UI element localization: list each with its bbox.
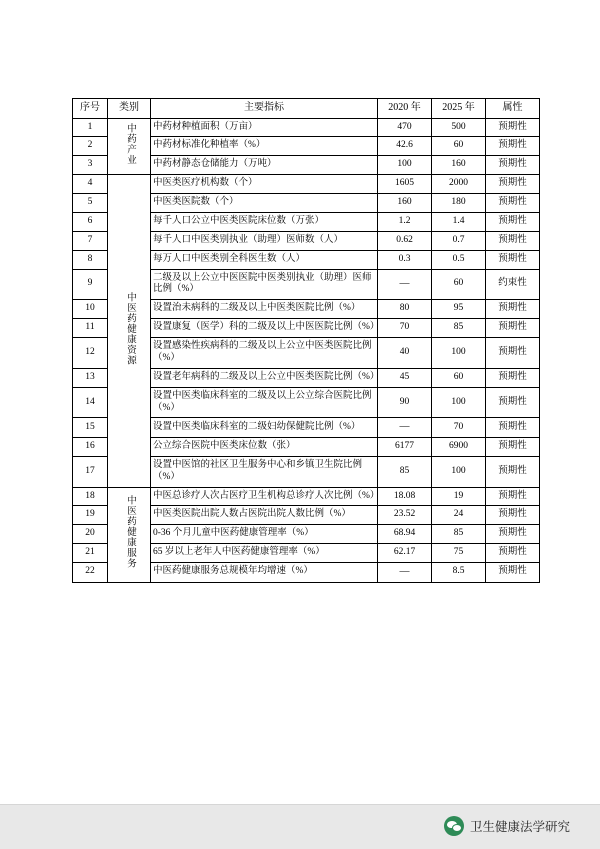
row-2020: 42.6 <box>378 137 432 156</box>
row-indicator: 0-36 个月儿童中医药健康管理率（%） <box>151 525 378 544</box>
table-header-row <box>73 99 540 119</box>
category-cell <box>108 175 151 487</box>
row-2020: 1.2 <box>378 212 432 231</box>
row-no: 22 <box>73 563 108 583</box>
row-2020: 45 <box>378 368 432 387</box>
row-indicator: 公立综合医院中医类床位数（张） <box>151 437 378 456</box>
row-attribute: 预期性 <box>486 525 540 544</box>
row-no: 20 <box>73 525 108 544</box>
row-no: 9 <box>73 269 108 300</box>
row-attribute: 预期性 <box>486 368 540 387</box>
row-attribute: 预期性 <box>486 418 540 438</box>
row-2020: 0.3 <box>378 250 432 269</box>
indicator-table <box>72 98 540 583</box>
row-indicator: 设置中医类临床科室的二级妇幼保健院比例（%） <box>151 418 378 438</box>
row-indicator: 每千人口公立中医类医院床位数（万张） <box>151 212 378 231</box>
row-2025: 60 <box>432 269 486 300</box>
row-2020: 40 <box>378 338 432 369</box>
row-2020: 100 <box>378 156 432 175</box>
row-indicator: 设置老年病科的二级及以上公立中医类医院比例（%） <box>151 368 378 387</box>
row-2025: 85 <box>432 319 486 338</box>
row-2020: 470 <box>378 118 432 137</box>
row-no: 11 <box>73 319 108 338</box>
table-row <box>73 487 540 506</box>
category-label: 中医药健康服务 <box>124 495 135 569</box>
row-attribute: 预期性 <box>486 456 540 487</box>
row-2025: 19 <box>432 487 486 506</box>
row-attribute: 预期性 <box>486 506 540 525</box>
row-attribute: 预期性 <box>486 300 540 319</box>
indicator-table-wrapper <box>72 98 528 583</box>
row-no: 17 <box>73 456 108 487</box>
row-no: 14 <box>73 387 108 418</box>
category-cell <box>108 487 151 582</box>
row-2025: 160 <box>432 156 486 175</box>
row-2025: 8.5 <box>432 563 486 583</box>
row-2025: 500 <box>432 118 486 137</box>
row-indicator: 设置感染性疾病科的二级及以上公立中医类医院比例（%） <box>151 338 378 369</box>
row-no: 1 <box>73 118 108 137</box>
header-attribute: 属性 <box>486 99 540 119</box>
row-2020: 160 <box>378 194 432 213</box>
category-label: 中药产业 <box>124 122 135 165</box>
row-no: 16 <box>73 437 108 456</box>
row-no: 4 <box>73 175 108 194</box>
row-indicator: 中药材种植面积（万亩） <box>151 118 378 137</box>
row-indicator: 每千人口中医类别执业（助理）医师数（人） <box>151 231 378 250</box>
row-indicator: 中药材标准化种植率（%） <box>151 137 378 156</box>
row-attribute: 预期性 <box>486 544 540 563</box>
row-attribute: 预期性 <box>486 563 540 583</box>
row-attribute: 预期性 <box>486 487 540 506</box>
row-no: 19 <box>73 506 108 525</box>
row-attribute: 预期性 <box>486 387 540 418</box>
row-indicator: 中医类医疗机构数（个） <box>151 175 378 194</box>
row-attribute: 预期性 <box>486 194 540 213</box>
row-indicator: 中医药健康服务总规模年均增速（%） <box>151 563 378 583</box>
row-no: 2 <box>73 137 108 156</box>
footer-bar <box>0 804 600 849</box>
row-no: 12 <box>73 338 108 369</box>
row-attribute: 预期性 <box>486 212 540 231</box>
row-2025: 95 <box>432 300 486 319</box>
header-category: 类别 <box>108 99 151 119</box>
row-indicator: 中医总诊疗人次占医疗卫生机构总诊疗人次比例（%） <box>151 487 378 506</box>
row-indicator: 设置治未病科的二级及以上中医类医院比例（%） <box>151 300 378 319</box>
row-2020: 18.08 <box>378 487 432 506</box>
row-no: 5 <box>73 194 108 213</box>
row-no: 3 <box>73 156 108 175</box>
row-attribute: 预期性 <box>486 319 540 338</box>
row-2025: 6900 <box>432 437 486 456</box>
row-2020: 90 <box>378 387 432 418</box>
row-no: 18 <box>73 487 108 506</box>
row-attribute: 预期性 <box>486 118 540 137</box>
row-no: 7 <box>73 231 108 250</box>
row-2020: 23.52 <box>378 506 432 525</box>
row-2020: 68.94 <box>378 525 432 544</box>
footer-account-name: 卫生健康法学研究 <box>469 820 570 834</box>
row-indicator: 二级及以上公立中医医院中医类别执业（助理）医师比例（%） <box>151 269 378 300</box>
footer-account[interactable] <box>444 816 570 836</box>
row-indicator: 每万人口中医类别全科医生数（人） <box>151 250 378 269</box>
row-2025: 180 <box>432 194 486 213</box>
row-attribute: 预期性 <box>486 437 540 456</box>
category-cell <box>108 118 151 175</box>
row-2020: 0.62 <box>378 231 432 250</box>
header-indicator: 主要指标 <box>151 99 378 119</box>
row-2020: — <box>378 563 432 583</box>
row-attribute: 预期性 <box>486 137 540 156</box>
row-2025: 0.5 <box>432 250 486 269</box>
header-year-2020: 2020 年 <box>378 99 432 119</box>
table-row <box>73 175 540 194</box>
header-no: 序号 <box>73 99 108 119</box>
row-no: 13 <box>73 368 108 387</box>
row-indicator: 中医类医院出院人数占医院出院人数比例（%） <box>151 506 378 525</box>
table-body <box>73 118 540 582</box>
row-no: 15 <box>73 418 108 438</box>
row-2025: 60 <box>432 137 486 156</box>
row-2025: 100 <box>432 456 486 487</box>
row-no: 8 <box>73 250 108 269</box>
row-attribute: 预期性 <box>486 250 540 269</box>
table-row <box>73 118 540 137</box>
row-no: 21 <box>73 544 108 563</box>
row-2025: 1.4 <box>432 212 486 231</box>
row-2025: 100 <box>432 387 486 418</box>
row-attribute: 预期性 <box>486 338 540 369</box>
wechat-icon <box>444 816 464 836</box>
row-2025: 70 <box>432 418 486 438</box>
row-2025: 60 <box>432 368 486 387</box>
row-attribute: 预期性 <box>486 231 540 250</box>
row-2020: 80 <box>378 300 432 319</box>
row-indicator: 中药材静态仓储能力（万吨） <box>151 156 378 175</box>
category-label: 中医药健康资源 <box>124 291 135 366</box>
row-2025: 2000 <box>432 175 486 194</box>
row-2020: 6177 <box>378 437 432 456</box>
row-indicator: 65 岁以上老年人中医药健康管理率（%） <box>151 544 378 563</box>
row-indicator: 设置中医馆的社区卫生服务中心和乡镇卫生院比例（%） <box>151 456 378 487</box>
row-2020: — <box>378 269 432 300</box>
row-no: 10 <box>73 300 108 319</box>
row-2020: — <box>378 418 432 438</box>
row-2020: 1605 <box>378 175 432 194</box>
row-2025: 24 <box>432 506 486 525</box>
table-header <box>73 99 540 119</box>
row-indicator: 设置中医类临床科室的二级及以上公立综合医院比例（%） <box>151 387 378 418</box>
row-2020: 70 <box>378 319 432 338</box>
row-no: 6 <box>73 212 108 231</box>
row-attribute: 预期性 <box>486 156 540 175</box>
row-attribute: 预期性 <box>486 175 540 194</box>
row-2020: 85 <box>378 456 432 487</box>
row-attribute: 约束性 <box>486 269 540 300</box>
row-2025: 0.7 <box>432 231 486 250</box>
row-indicator: 中医类医院数（个） <box>151 194 378 213</box>
row-2025: 100 <box>432 338 486 369</box>
row-2020: 62.17 <box>378 544 432 563</box>
header-year-2025: 2025 年 <box>432 99 486 119</box>
row-indicator: 设置康复（医学）科的二级及以上中医医院比例（%） <box>151 319 378 338</box>
row-2025: 75 <box>432 544 486 563</box>
row-2025: 85 <box>432 525 486 544</box>
